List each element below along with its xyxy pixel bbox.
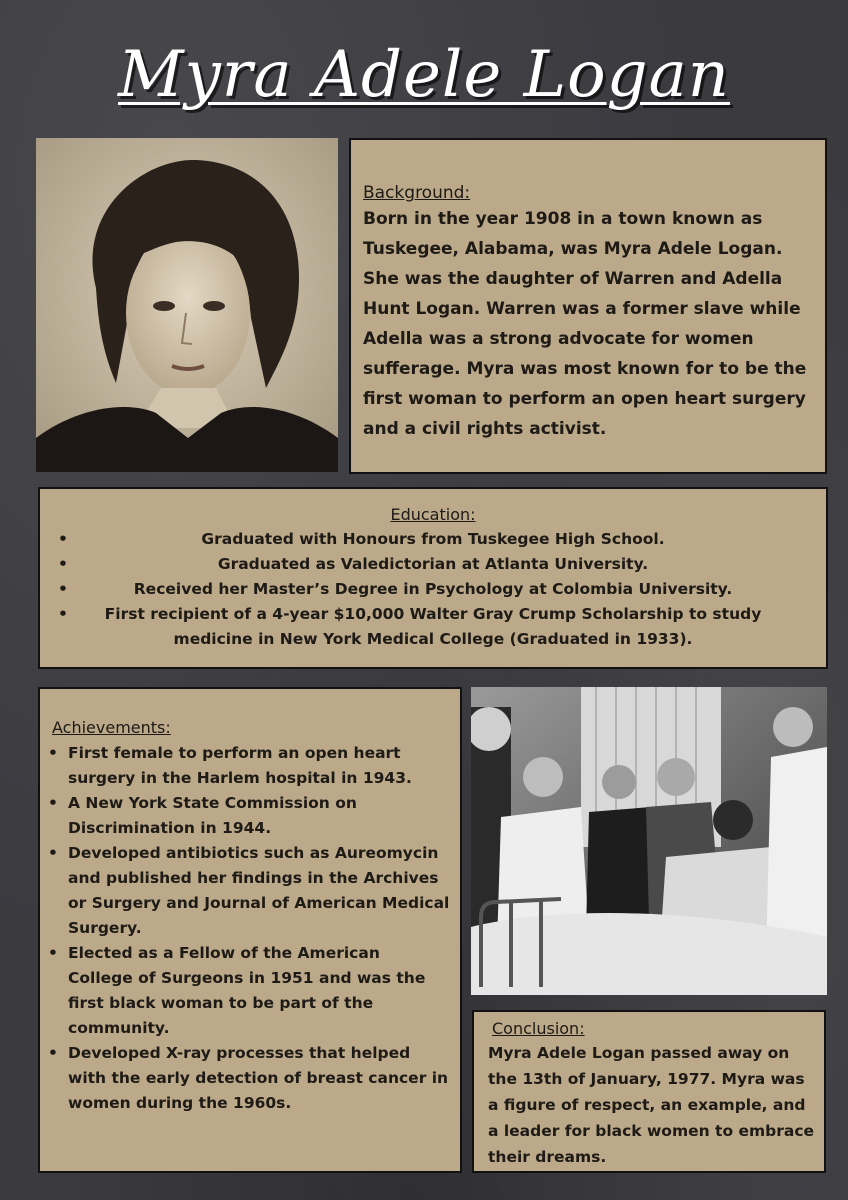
background-panel [349,138,827,474]
education-list [52,527,814,652]
achievements-panel [38,687,462,1173]
achievement-item [48,741,450,791]
portrait-photo [36,138,338,472]
education-item [52,602,814,652]
education-item-text: Received her Master’s Degree in Psychology at Colombia University. [133,580,733,598]
achievement-item-text: A New York State Commission on Discrimination in 1944. [68,794,357,837]
background-heading: Background: [363,183,471,203]
achievements-list [48,741,450,1116]
achievement-item-text: First female to perform an open heart surgery in the Harlem hospital in 1943. [68,744,412,787]
achievement-item-text: Developed antibiotics such as Aureomycin and published her findings in the Archives or Surgery and Journal of American Medical Surgery. [68,844,450,937]
achievement-item-text: Developed X-ray processes that helped with the early detection of breast cancer in women during the 1960s. [68,1044,449,1112]
achievement-item [48,1041,450,1116]
conclusion-text: Myra Adele Logan passed away on the 13th of January, 1977. Myra was a figure of respect, an example, and a leader for black women to embrace their dreams. [488,1044,815,1166]
bullet-icon: • [48,794,58,812]
achievement-item [48,841,450,941]
hospital-photo [471,687,827,995]
bullet-icon: • [48,944,58,962]
education-heading: Education: [390,505,476,524]
achievement-item-text: Elected as a Fellow of the American College of Surgeons in 1951 and was the first black woman to be part of the community. [68,944,426,1037]
achievements-heading: Achievements: [52,718,171,737]
bullet-icon: • [58,580,68,598]
bullet-icon: • [58,605,68,623]
education-item-text: Graduated with Honours from Tuskegee High School. [201,530,665,548]
conclusion-panel [472,1010,826,1173]
education-panel [38,487,828,669]
education-item-text: First recipient of a 4-year $10,000 Walter Gray Crump Scholarship to study medicine in New York Medical College (Graduated in 1933). [104,605,762,648]
education-item [52,552,814,577]
page-title: Myra Adele Logan [118,38,730,112]
bullet-icon: • [58,555,68,573]
achievement-item [48,941,450,1041]
conclusion-heading: Conclusion: [492,1019,585,1038]
education-item [52,577,814,602]
education-item-text: Graduated as Valedictorian at Atlanta University. [217,555,649,573]
bullet-icon: • [48,1044,58,1062]
achievement-item [48,791,450,841]
education-item [52,527,814,552]
bullet-icon: • [48,844,58,862]
bullet-icon: • [58,530,68,548]
bullet-icon: • [48,744,58,762]
background-text: Born in the year 1908 in a town known as Tuskegee, Alabama, was Myra Adele Logan. She was the daughter of Warren and Adella Hunt Logan. Warren was a former slave while Adella was a strong advocate for women sufferage. Myra was most known for to be the first woman to perform an open heart surgery and a civil rights activist. [363,209,807,439]
